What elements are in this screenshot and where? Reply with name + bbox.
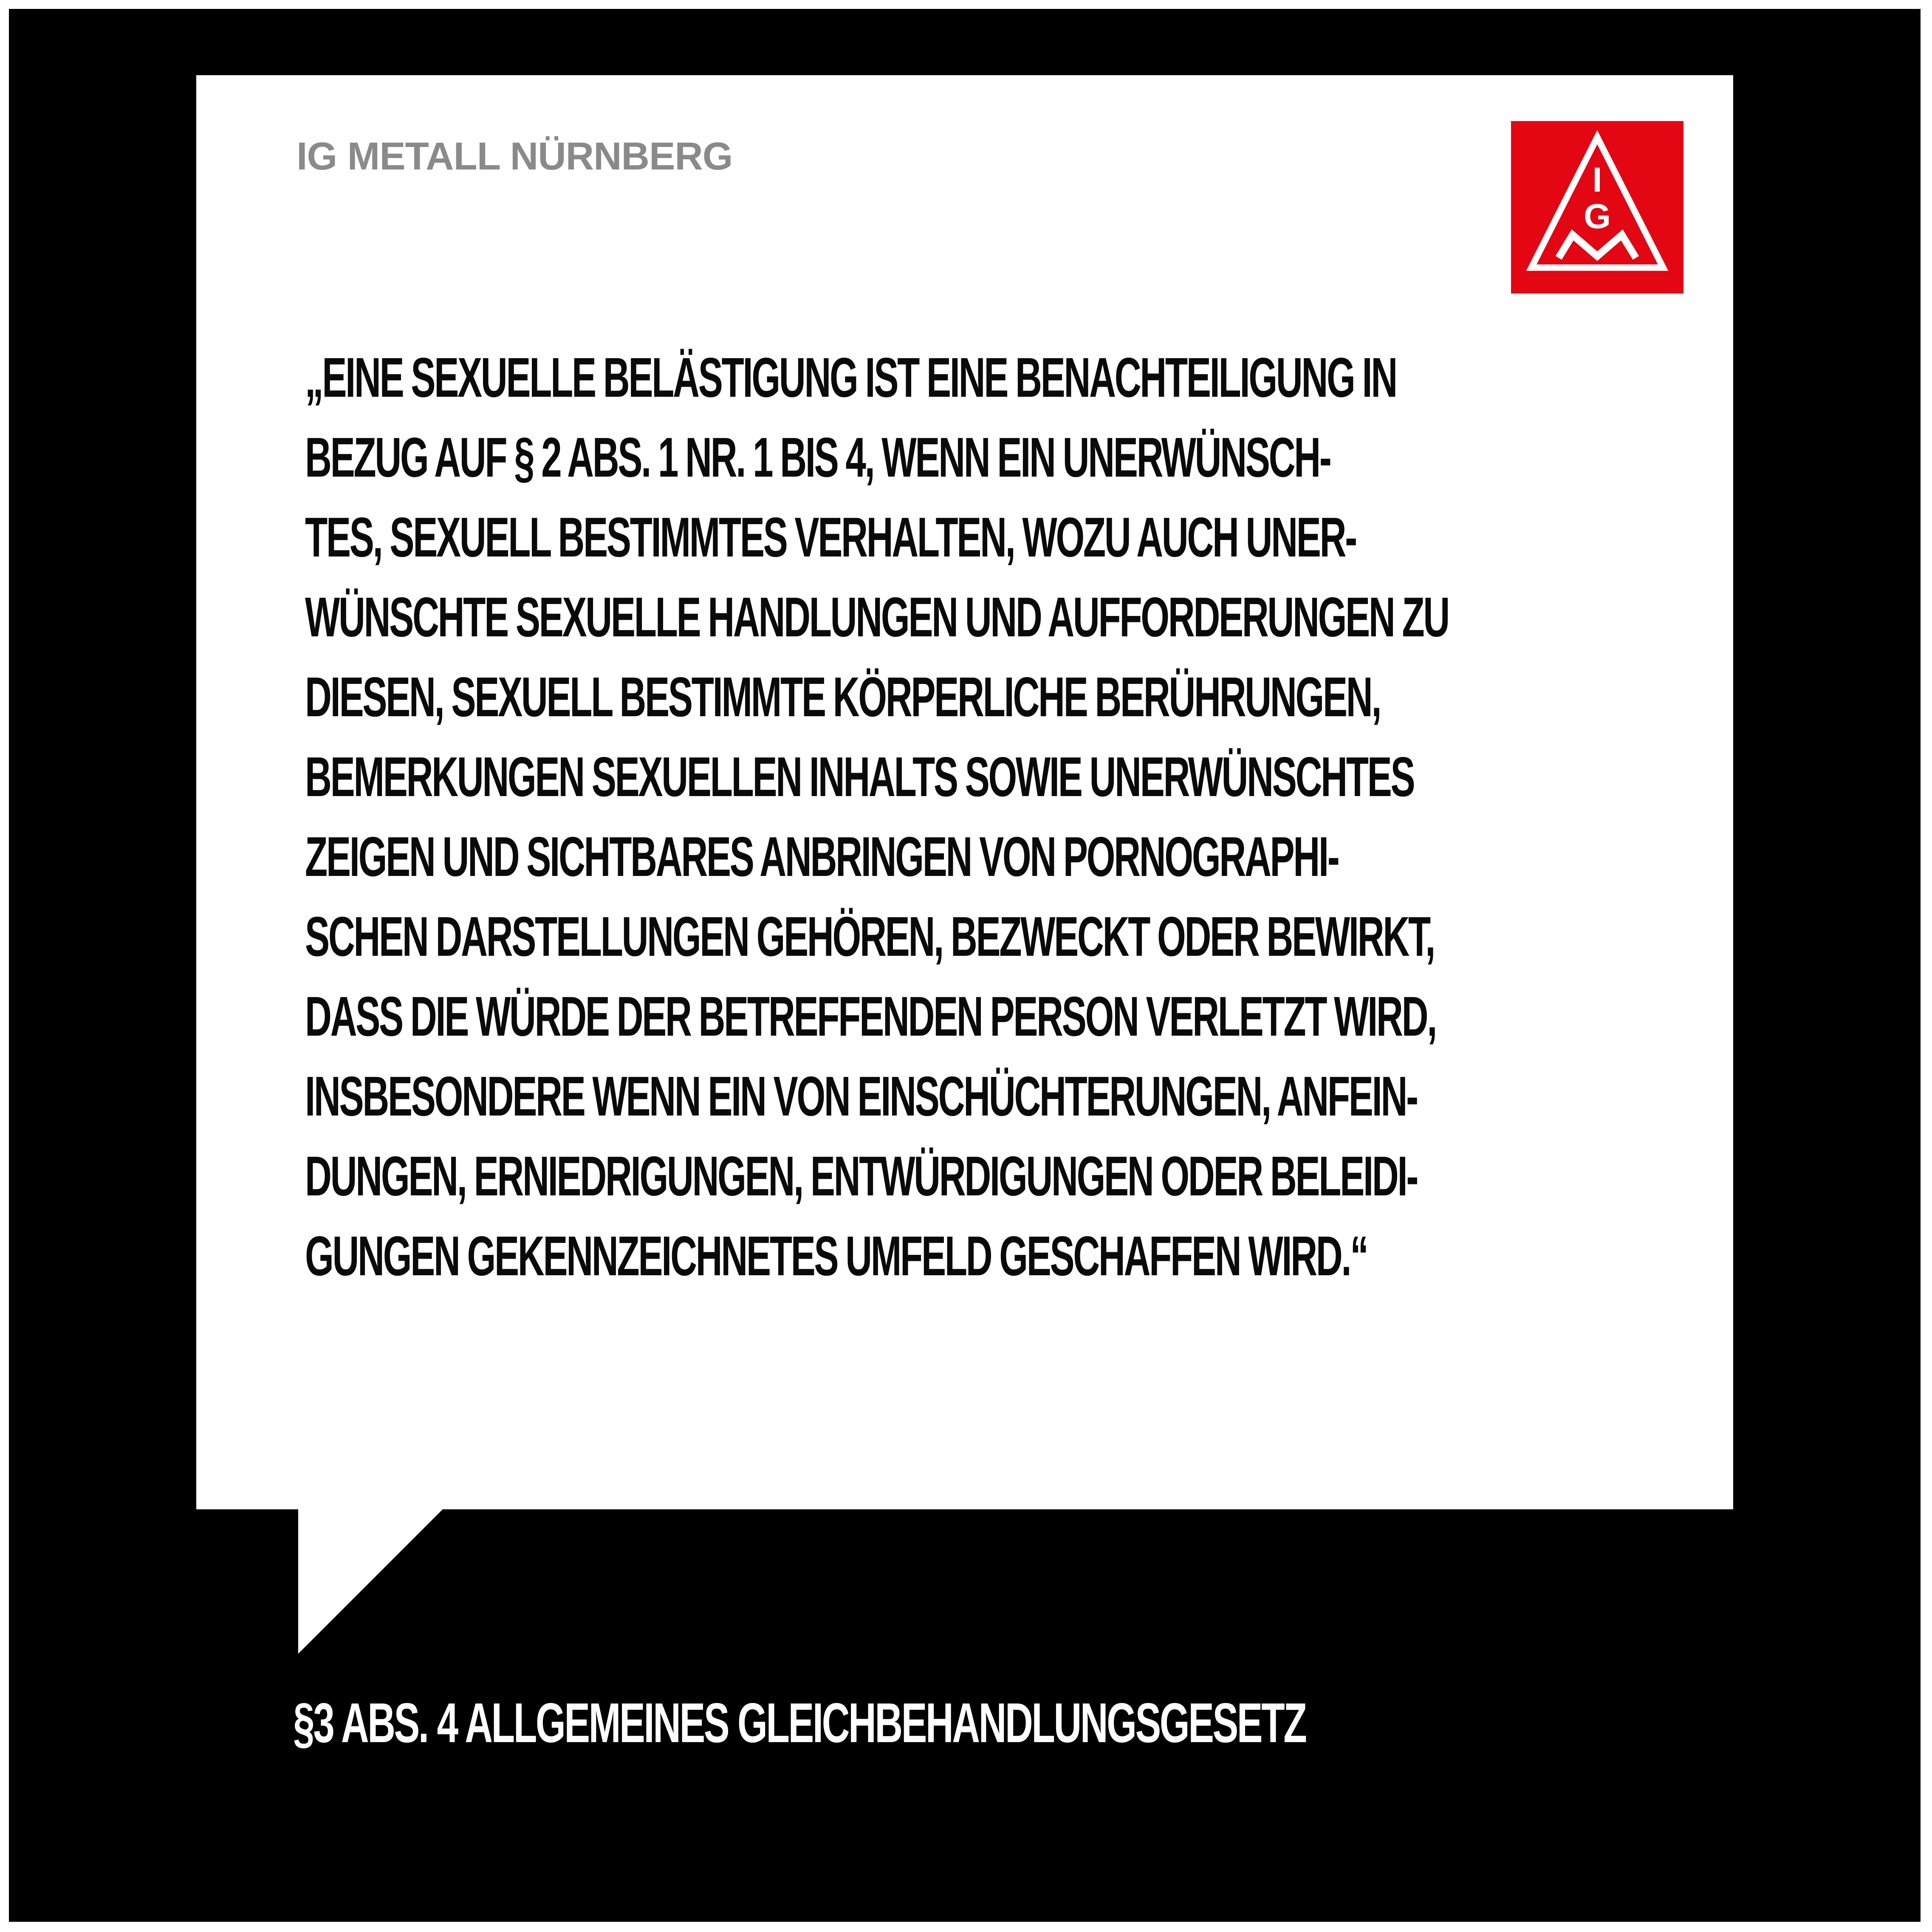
quote-line: WÜNSCHTE SEXUELLE HANDLUNGEN UND AUFFORDERUNGEN ZU <box>305 586 1449 648</box>
svg-text:G: G <box>1584 197 1611 236</box>
quote-line: BEZUG AUF § 2 ABS. 1 NR. 1 BIS 4, WENN EIN UNERWÜNSCH- <box>305 426 1330 489</box>
source-citation: §3 ABS. 4 ALLGEMEINES GLEICHBEHANDLUNGSGESETZ <box>293 1692 1306 1754</box>
quote-line: DASS DIE WÜRDE DER BETREFFENDEN PERSON VERLETZT WIRD, <box>305 985 1436 1048</box>
quote-line: DUNGEN, ERNIEDRIGUNGEN, ENTWÜRDIGUNGEN ODER BELEIDI- <box>305 1145 1418 1207</box>
quote-line: GUNGEN GEKENNZEICHNETES UMFELD GESCHAFFEN WIRD.“ <box>305 1225 1367 1287</box>
quote-line: DIESEN, SEXUELL BESTIMMTE KÖRPERLICHE BERÜHRUNGEN, <box>305 666 1381 728</box>
quote-line: ZEIGEN UND SICHTBARES ANBRINGEN VON PORNOGRAPHI- <box>305 825 1339 888</box>
quote-line: „EINE SEXUELLE BELÄSTIGUNG IST EINE BENACHTEILIGUNG IN <box>305 346 1396 409</box>
quote-line: TES, SEXUELL BESTIMMTES VERHALTEN, WOZU AUCH UNER- <box>305 506 1356 568</box>
quote-line: BEMERKUNGEN SEXUELLEN INHALTS SOWIE UNERWÜNSCHTES <box>305 746 1414 808</box>
svg-text:I: I <box>1592 161 1602 199</box>
quote-text <box>305 338 1449 1296</box>
quote-line: SCHEN DARSTELLUNGEN GEHÖREN, BEZWECKT ODER BEWIRKT, <box>305 905 1435 968</box>
quote-line: INSBESONDERE WENN EIN VON EINSCHÜCHTERUNGEN, ANFEIN- <box>305 1065 1417 1127</box>
ig-metall-logo <box>1511 121 1683 294</box>
org-name: IG METALL NÜRNBERG <box>297 135 733 178</box>
